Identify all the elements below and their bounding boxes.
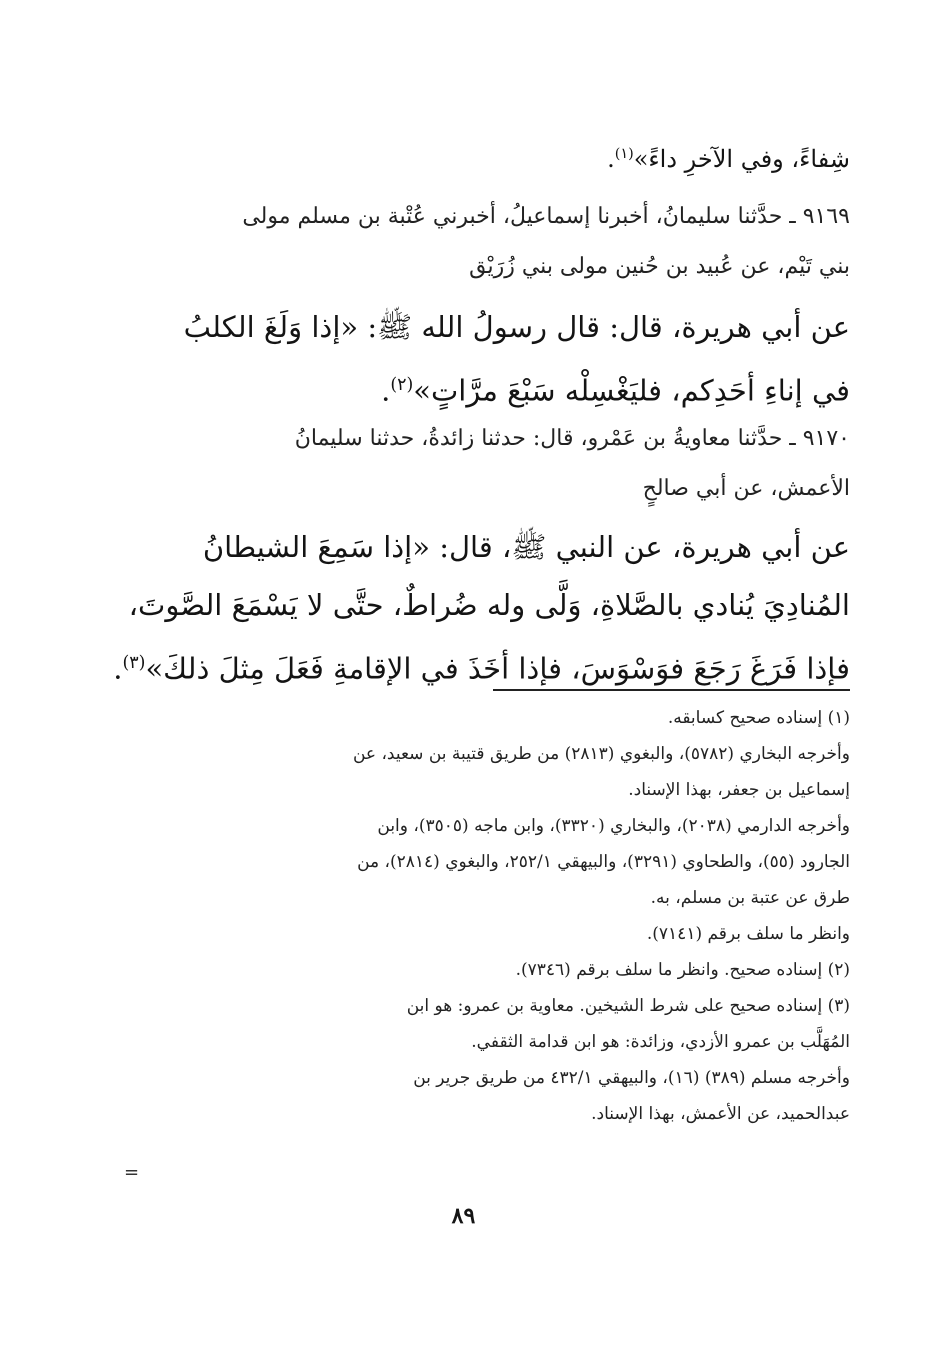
footnote-line: الجارود (٥٥)، والطحاوي (٣٢٩١)، والبيهقي ٢٥٢/١، والبغوي (٢٨١٤)، من: [357, 852, 850, 872]
footnote-line: وأخرجه البخاري (٥٧٨٢)، والبغوي (٢٨١٣) من طريق قتيبة بن سعيد، عن: [352, 744, 850, 764]
text-continuation: [150, 128, 850, 185]
hadith-9169-text: [150, 298, 850, 420]
hadith-line: فإذا فَرَغَ رَجَعَ فوَسْوَسَ، فإذا أخَذَ في الإقامةِ فَعَلَ مِثلَ ذلكَ»$^{(٣)}$.: [113, 651, 850, 686]
hadith-9169-chain: [150, 192, 850, 292]
hadith-line: عن أبي هريرة، عن النبي ﷺ، قال: «إذا سَمِعَ الشيطانُ: [202, 530, 850, 564]
footnote-line: إسماعيل بن جعفر، بهذا الإسناد.: [628, 780, 850, 800]
hadith-line: عن أبي هريرة، قال: قال رسولُ الله ﷺ: «إذا وَلَغَ الكلبُ: [183, 310, 850, 344]
footnote-line: وأخرجه مسلم (٣٨٩) (١٦)، والبيهقي ٤٣٢/١ من طريق جرير بن: [413, 1068, 850, 1088]
hadith-line: في إناءِ أحَدِكم، فليَغْسِلْه سَبْعَ مرَّاتٍ»$^{(٢)}$.: [381, 373, 850, 408]
footnote-line: طرق عن عتبة بن مسلم، به.: [650, 888, 850, 908]
footnote-ref-1: (١): [614, 146, 634, 162]
footnote-divider: [493, 689, 850, 691]
chain-line: الأعمش، عن أبي صالحٍ: [642, 476, 850, 501]
footnote-line: عبدالحميد، عن الأعمش، بهذا الإسناد.: [591, 1104, 850, 1124]
continuation-mark: =: [124, 1162, 140, 1183]
hadith-line: المُنادِيَ يُنادي بالصَّلاةِ، وَلَّى وله ضُراطٌ، حتَّى لا يَسْمَعَ الصَّوتَ،: [128, 588, 850, 622]
hadith-9170-chain: [150, 414, 850, 514]
chain-line: ٩١٦٩ ـ حدَّثنا سليمانُ، أخبرنا إسماعيلُ، أخبرني عُتْبة بن مسلم مولى: [242, 204, 850, 229]
text-line: شِفاءً، وفي الآخرِ داءً»$^{(١)}$.: [607, 145, 850, 173]
footnote-ref-2: (٢): [390, 375, 414, 395]
footnote-line: وانظر ما سلف برقم (٧١٤١).: [646, 924, 850, 944]
hadith-9170-text: [113, 518, 850, 698]
footnotes: [150, 700, 850, 1132]
footnote-line: وأخرجه الدارمي (٢٠٣٨)، والبخاري (٣٣٢٠)، وابن ماجه (٣٥٠٥)، وابن: [377, 816, 850, 836]
chain-line: بني تَيْم، عن عُبيد بن حُنين مولى بني زُرَيْق: [469, 254, 850, 279]
footnote-3: (٣) إسناده صحيح على شرط الشيخين. معاوية بن عمرو: هو ابن: [406, 996, 850, 1016]
footnote-ref-3: (٣): [122, 653, 146, 673]
footnote-1: (١) إسناده صحيح كسابقه.: [667, 708, 850, 728]
chain-line: ٩١٧٠ ـ حدَّثنا معاويةُ بن عَمْرو، قال: حدثنا زائدةُ، حدثنا سليمانُ: [294, 426, 850, 451]
page-number: ٨٩: [451, 1203, 476, 1229]
footnote-line: المُهَلَّب بن عمرو الأزدي، وزائدة: هو ابن قدامة الثقفي.: [471, 1032, 850, 1052]
footnote-2: (٢) إسناده صحيح. وانظر ما سلف برقم (٧٣٤٦).: [515, 960, 850, 980]
